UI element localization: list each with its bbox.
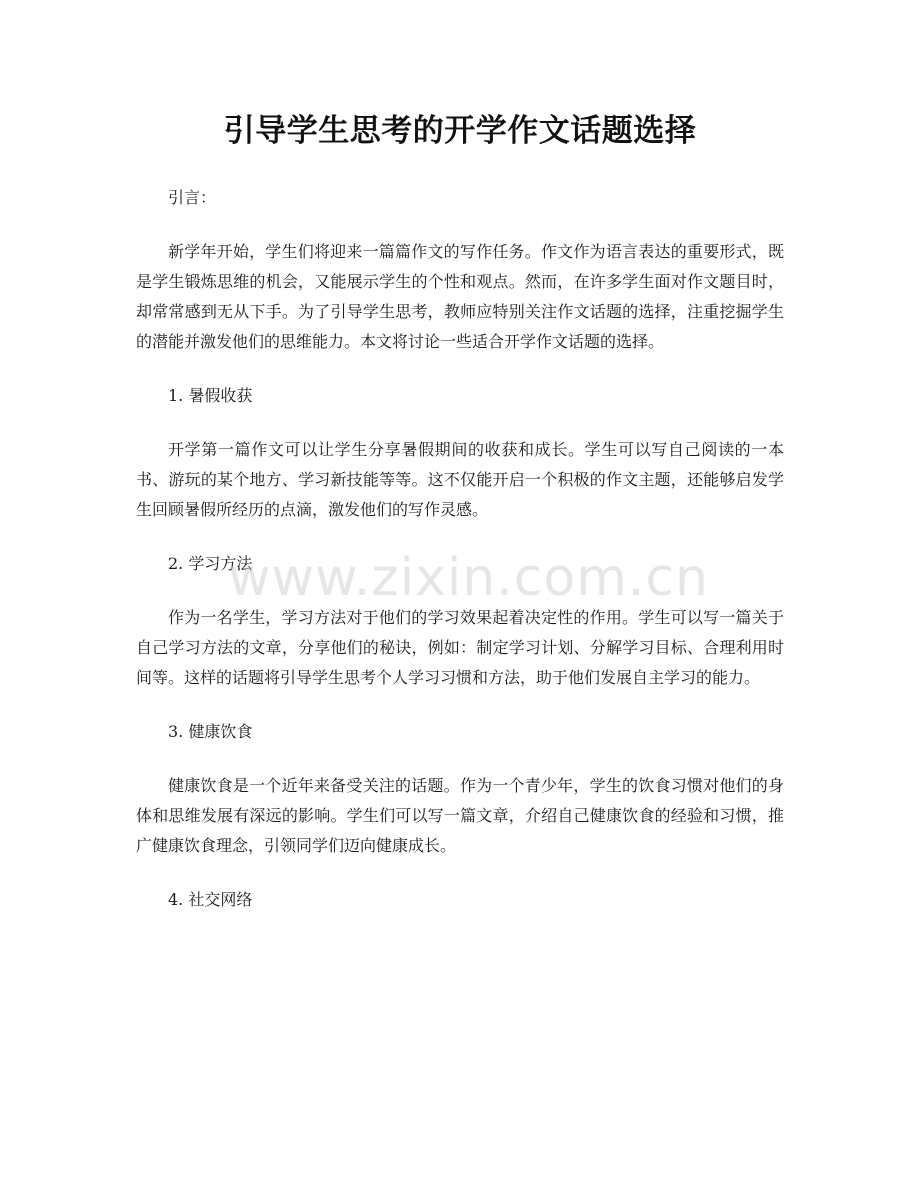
watermark-text: www.zixin.com.cn	[228, 548, 709, 608]
intro-label: 引言：	[168, 188, 217, 207]
section-paragraph-3: 健康饮食是一个近年来备受关注的话题。作为一个青少年，学生的饮食习惯对他们的身体和思维发展有深远的影响。学生们可以写一篇文章，介绍自己健康饮食的经验和习惯，推广健康饮食理念，引领同学们迈向健康成长。	[136, 776, 784, 855]
section-heading-2: 2. 学习方法	[168, 554, 253, 573]
document-title: 引导学生思考的开学作文话题选择	[223, 113, 697, 149]
section-heading-4: 4. 社交网络	[168, 890, 253, 909]
section-paragraph-2: 作为一名学生，学习方法对于他们的学习效果起着决定性的作用。学生可以写一篇关于自己学习方法的文章，分享他们的秘诀，例如：制定学习计划、分解学习目标、合理利用时间等。这样的话题将引导学生思考个人学习习惯和方法，助于他们发展自主学习的能力。	[136, 608, 784, 687]
section-heading-1: 1. 暑假收获	[168, 386, 253, 405]
section-paragraph-1: 开学第一篇作文可以让学生分享暑假期间的收获和成长。学生可以写自己阅读的一本书、游玩的某个地方、学习新技能等等。这不仅能开启一个积极的作文主题，还能够启发学生回顾暑假所经历的点滴，激发他们的写作灵感。	[136, 440, 784, 519]
section-heading-3: 3. 健康饮食	[168, 722, 253, 741]
document-body	[136, 183, 784, 939]
intro-paragraph: 新学年开始，学生们将迎来一篇篇作文的写作任务。作文作为语言表达的重要形式，既是学生锻炼思维的机会，又能展示学生的个性和观点。然而，在许多学生面对作文题目时，却常常感到无从下手。为了引导学生思考，教师应特别关注作文话题的选择，注重挖掘学生的潜能并激发他们的思维能力。本文将讨论一些适合开学作文话题的选择。	[136, 242, 784, 351]
